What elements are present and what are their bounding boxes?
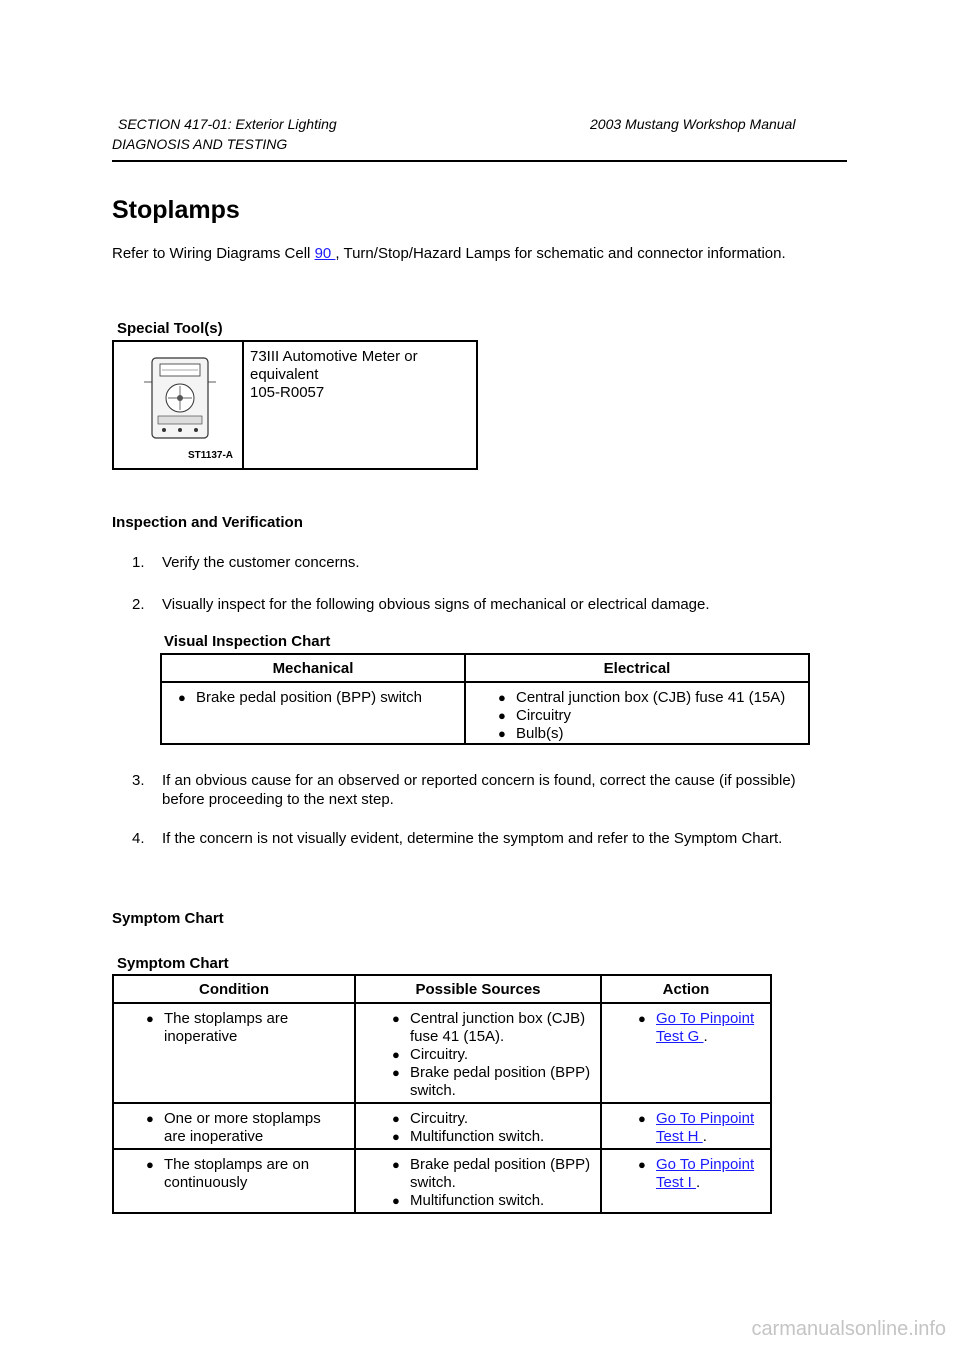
header-rule bbox=[112, 160, 847, 162]
list-item: ● Circuitry. bbox=[388, 1046, 592, 1064]
condition-cell bbox=[113, 1103, 355, 1149]
step-text bbox=[162, 771, 796, 809]
tool-description bbox=[250, 348, 418, 402]
list-item: ● Circuitry. bbox=[388, 1110, 592, 1128]
watermark: carmanualsonline.info bbox=[751, 1318, 946, 1340]
tool-line: 105-R0057 bbox=[250, 384, 325, 401]
step-text: If the concern is not visually evident, determine the symptom and refer to the Symptom Chart. bbox=[162, 830, 783, 847]
step-text: Verify the customer concerns. bbox=[162, 554, 360, 571]
condition-cell bbox=[113, 1149, 355, 1213]
image-label: ST1137-A bbox=[188, 450, 234, 461]
table-row bbox=[113, 1003, 771, 1103]
list-item: ● The stoplamps are inoperative bbox=[142, 1010, 346, 1046]
wiring-cell-link[interactable]: 90 bbox=[314, 245, 336, 262]
col-header-electrical: Electrical bbox=[465, 654, 809, 682]
col-header-mechanical: Mechanical bbox=[161, 654, 465, 682]
special-tools-caption: Special Tool(s) bbox=[117, 320, 223, 337]
sources-cell bbox=[355, 1149, 601, 1213]
pinpoint-test-g-link[interactable]: Go To Pinpoint Test G bbox=[656, 1010, 755, 1045]
step-number: 3. bbox=[132, 772, 145, 789]
list-item: ● Central junction box (CJB) fuse 41 (15A) bbox=[494, 689, 808, 707]
subsection-header: DIAGNOSIS AND TESTING bbox=[112, 136, 288, 152]
action-suffix: . bbox=[703, 1028, 708, 1045]
step-text: Visually inspect for the following obvious signs of mechanical or electrical damage. bbox=[162, 596, 710, 613]
condition-cell bbox=[113, 1003, 355, 1103]
visual-inspection-table bbox=[160, 653, 810, 745]
list-item: ● Brake pedal position (BPP) switch bbox=[174, 689, 464, 707]
list-item: ● Multifunction switch. bbox=[388, 1128, 592, 1146]
list-item: ● Central junction box (CJB) fuse 41 (15A). bbox=[388, 1010, 592, 1046]
step-number: 2. bbox=[132, 596, 145, 613]
step-number: 1. bbox=[132, 554, 145, 571]
table-row bbox=[113, 1103, 771, 1149]
action-cell bbox=[601, 1103, 771, 1149]
list-item bbox=[634, 1110, 764, 1146]
list-item: ● Circuitry bbox=[494, 707, 808, 725]
step-number: 4. bbox=[132, 830, 145, 847]
mechanical-cell bbox=[161, 682, 465, 744]
pinpoint-test-h-link[interactable]: Go To Pinpoint Test H bbox=[656, 1110, 755, 1145]
action-suffix: . bbox=[702, 1128, 707, 1145]
multimeter-image bbox=[114, 342, 244, 468]
list-item bbox=[634, 1010, 764, 1046]
pinpoint-test-i-link[interactable]: Go To Pinpoint Test I bbox=[656, 1156, 755, 1191]
list-item bbox=[634, 1156, 764, 1192]
symptom-table bbox=[112, 974, 772, 1214]
list-item: ● The stoplamps are on continuously bbox=[142, 1156, 346, 1192]
action-suffix: . bbox=[696, 1174, 701, 1191]
action-cell bbox=[601, 1003, 771, 1103]
col-header-sources: Possible Sources bbox=[355, 975, 601, 1003]
col-header-action: Action bbox=[601, 975, 771, 1003]
symptom-heading: Symptom Chart bbox=[112, 910, 224, 927]
sources-cell bbox=[355, 1003, 601, 1103]
visual-chart-caption: Visual Inspection Chart bbox=[164, 633, 331, 650]
list-item: ● Brake pedal position (BPP) switch. bbox=[388, 1156, 592, 1192]
manual-header: 2003 Mustang Workshop Manual bbox=[590, 116, 796, 132]
page-title: Stoplamps bbox=[112, 196, 240, 224]
intro-paragraph bbox=[112, 245, 786, 262]
list-item: ● Bulb(s) bbox=[494, 725, 808, 743]
col-header-condition: Condition bbox=[113, 975, 355, 1003]
table-row bbox=[113, 1149, 771, 1213]
step-text-line: If an obvious cause for an observed or reported concern is found, correct the cause (if possible) bbox=[162, 772, 796, 789]
tool-line: equivalent bbox=[250, 366, 319, 383]
special-tools-table bbox=[112, 340, 478, 470]
section-header: SECTION 417-01: Exterior Lighting bbox=[118, 116, 337, 132]
sources-cell bbox=[355, 1103, 601, 1149]
intro-prefix: Refer to Wiring Diagrams Cell bbox=[112, 245, 315, 262]
list-item: ● One or more stoplamps are inoperative bbox=[142, 1110, 346, 1146]
action-cell bbox=[601, 1149, 771, 1213]
symptom-caption: Symptom Chart bbox=[117, 955, 229, 972]
list-item: ● Brake pedal position (BPP) switch. bbox=[388, 1064, 592, 1100]
inspection-heading: Inspection and Verification bbox=[112, 514, 303, 531]
list-item: ● Multifunction switch. bbox=[388, 1192, 592, 1210]
electrical-cell bbox=[465, 682, 809, 744]
step-text-line: before proceeding to the next step. bbox=[162, 791, 394, 808]
intro-suffix: , Turn/Stop/Hazard Lamps for schematic and connector information. bbox=[335, 245, 786, 262]
tool-line: 73III Automotive Meter or bbox=[250, 348, 418, 365]
